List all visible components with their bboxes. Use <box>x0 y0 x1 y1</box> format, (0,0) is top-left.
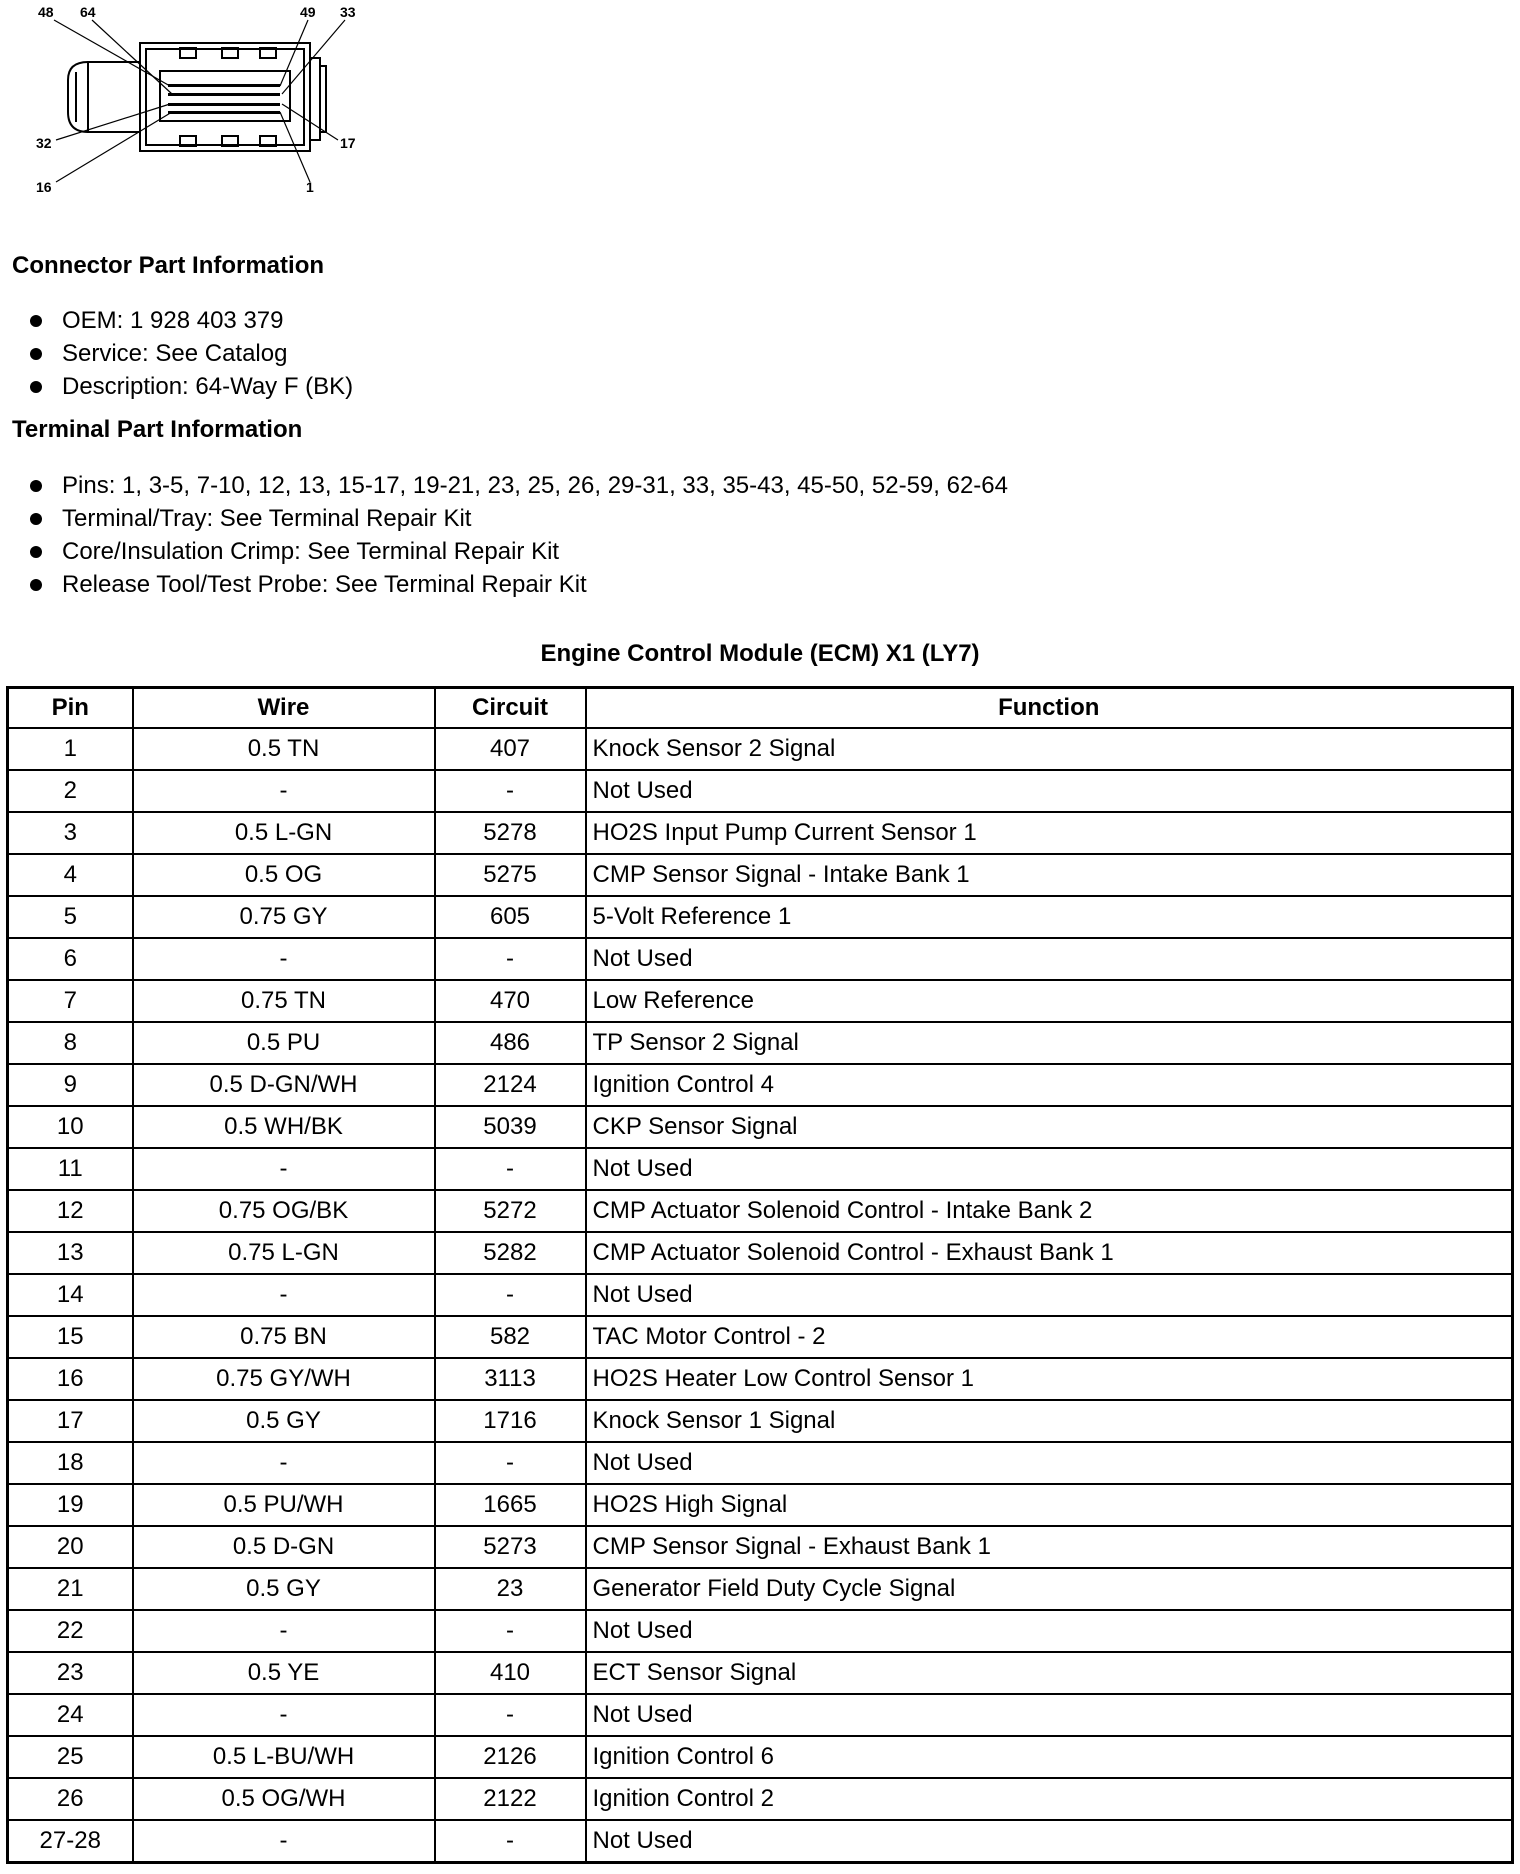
wire-cell: - <box>133 1274 435 1316</box>
function-cell: CMP Actuator Solenoid Control - Intake Bank 2 <box>586 1190 1513 1232</box>
pin-cell: 17 <box>8 1400 133 1442</box>
circuit-cell: - <box>435 1274 586 1316</box>
pin-cell: 4 <box>8 854 133 896</box>
pin-cell: 23 <box>8 1652 133 1694</box>
wire-cell: - <box>133 770 435 812</box>
table-row <box>8 1274 1513 1316</box>
pin-cell: 8 <box>8 1022 133 1064</box>
function-cell: Ignition Control 6 <box>586 1736 1513 1778</box>
pin-cell: 25 <box>8 1736 133 1778</box>
callout-16: 16 <box>36 179 52 195</box>
pin-cell: 24 <box>8 1694 133 1736</box>
function-cell: Knock Sensor 1 Signal <box>586 1400 1513 1442</box>
terminal-info-list <box>30 469 1008 601</box>
table-body <box>8 728 1513 1863</box>
circuit-cell: - <box>435 1820 586 1863</box>
function-cell: Knock Sensor 2 Signal <box>586 728 1513 770</box>
wire-cell: 0.5 L-GN <box>133 812 435 854</box>
table-row <box>8 1358 1513 1400</box>
function-cell: Not Used <box>586 1442 1513 1484</box>
pin-cell: 15 <box>8 1316 133 1358</box>
table-row <box>8 812 1513 854</box>
circuit-cell: 605 <box>435 896 586 938</box>
wire-cell: 0.5 WH/BK <box>133 1106 435 1148</box>
connector-info-list <box>30 304 353 403</box>
table-row <box>8 1442 1513 1484</box>
function-cell: CMP Sensor Signal - Intake Bank 1 <box>586 854 1513 896</box>
function-cell: TP Sensor 2 Signal <box>586 1022 1513 1064</box>
header-circuit: Circuit <box>435 688 586 729</box>
wire-cell: 0.5 D-GN/WH <box>133 1064 435 1106</box>
circuit-cell: 3113 <box>435 1358 586 1400</box>
function-cell: 5-Volt Reference 1 <box>586 896 1513 938</box>
wire-cell: - <box>133 1694 435 1736</box>
wire-cell: 0.75 OG/BK <box>133 1190 435 1232</box>
pin-cell: 9 <box>8 1064 133 1106</box>
circuit-cell: 5278 <box>435 812 586 854</box>
table-header-row <box>8 688 1513 729</box>
table-row <box>8 1400 1513 1442</box>
pin-cell: 19 <box>8 1484 133 1526</box>
function-cell: Not Used <box>586 938 1513 980</box>
pin-cell: 11 <box>8 1148 133 1190</box>
callout-1: 1 <box>306 179 314 195</box>
circuit-cell: - <box>435 1610 586 1652</box>
function-cell: CMP Actuator Solenoid Control - Exhaust Bank 1 <box>586 1232 1513 1274</box>
wire-cell: 0.5 L-BU/WH <box>133 1736 435 1778</box>
table-row <box>8 980 1513 1022</box>
circuit-cell: 5273 <box>435 1526 586 1568</box>
function-cell: HO2S Input Pump Current Sensor 1 <box>586 812 1513 854</box>
circuit-cell: 5275 <box>435 854 586 896</box>
circuit-cell: 582 <box>435 1316 586 1358</box>
wire-cell: - <box>133 1148 435 1190</box>
wire-cell: 0.5 PU <box>133 1022 435 1064</box>
table-row <box>8 1106 1513 1148</box>
circuit-cell: - <box>435 938 586 980</box>
function-cell: CMP Sensor Signal - Exhaust Bank 1 <box>586 1526 1513 1568</box>
table-row <box>8 1064 1513 1106</box>
header-pin: Pin <box>8 688 133 729</box>
callout-33: 33 <box>340 4 356 20</box>
wire-cell: - <box>133 938 435 980</box>
circuit-cell: 5039 <box>435 1106 586 1148</box>
function-cell: HO2S High Signal <box>586 1484 1513 1526</box>
table-row <box>8 854 1513 896</box>
pin-cell: 22 <box>8 1610 133 1652</box>
wire-cell: - <box>133 1820 435 1863</box>
function-cell: Not Used <box>586 1694 1513 1736</box>
callout-leaders <box>54 20 345 182</box>
header-function: Function <box>586 688 1513 729</box>
pin-cell: 14 <box>8 1274 133 1316</box>
table-row <box>8 938 1513 980</box>
function-cell: Not Used <box>586 1610 1513 1652</box>
table-row <box>8 1736 1513 1778</box>
callout-32: 32 <box>36 135 52 151</box>
table-row <box>8 1484 1513 1526</box>
circuit-cell: 5282 <box>435 1232 586 1274</box>
table-row <box>8 1148 1513 1190</box>
wire-cell: 0.5 PU/WH <box>133 1484 435 1526</box>
table-row <box>8 1778 1513 1820</box>
wire-cell: 0.5 GY <box>133 1400 435 1442</box>
pin-cell: 5 <box>8 896 133 938</box>
function-cell: Not Used <box>586 770 1513 812</box>
table-title: Engine Control Module (ECM) X1 (LY7) <box>540 640 980 667</box>
circuit-cell: 407 <box>435 728 586 770</box>
table-row <box>8 1652 1513 1694</box>
pin-cell: 10 <box>8 1106 133 1148</box>
pinout-table <box>6 686 1514 1864</box>
function-cell: TAC Motor Control - 2 <box>586 1316 1513 1358</box>
circuit-cell: 2126 <box>435 1736 586 1778</box>
pin-cell: 26 <box>8 1778 133 1820</box>
function-cell: ECT Sensor Signal <box>586 1652 1513 1694</box>
circuit-cell: 2124 <box>435 1064 586 1106</box>
wire-cell: 0.75 TN <box>133 980 435 1022</box>
circuit-cell: 5272 <box>435 1190 586 1232</box>
circuit-cell: 2122 <box>435 1778 586 1820</box>
circuit-cell: 470 <box>435 980 586 1022</box>
callout-48: 48 <box>38 4 54 20</box>
pin-cell: 1 <box>8 728 133 770</box>
function-cell: Not Used <box>586 1148 1513 1190</box>
list-item: Pins: 1, 3-5, 7-10, 12, 13, 15-17, 19-21, 23, 25, 26, 29-31, 33, 35-43, 45-50, 52-59, 62-64 <box>30 469 1008 502</box>
circuit-cell: 486 <box>435 1022 586 1064</box>
pin-cell: 7 <box>8 980 133 1022</box>
terminal-info-title: Terminal Part Information <box>12 416 303 443</box>
function-cell: Ignition Control 4 <box>586 1064 1513 1106</box>
list-item: Service: See Catalog <box>30 337 353 370</box>
function-cell: Ignition Control 2 <box>586 1778 1513 1820</box>
circuit-cell: 23 <box>435 1568 586 1610</box>
circuit-cell: - <box>435 1442 586 1484</box>
wire-cell: 0.5 TN <box>133 728 435 770</box>
list-item: Release Tool/Test Probe: See Terminal Repair Kit <box>30 568 1008 601</box>
table-row <box>8 728 1513 770</box>
pin-cell: 12 <box>8 1190 133 1232</box>
function-cell: Low Reference <box>586 980 1513 1022</box>
pin-cell: 3 <box>8 812 133 854</box>
connector-diagram <box>0 0 400 210</box>
function-cell: Not Used <box>586 1274 1513 1316</box>
table-row <box>8 1610 1513 1652</box>
table-row <box>8 1022 1513 1064</box>
pin-cell: 20 <box>8 1526 133 1568</box>
callout-17: 17 <box>340 135 356 151</box>
pin-cell: 6 <box>8 938 133 980</box>
circuit-cell: 410 <box>435 1652 586 1694</box>
table-row <box>8 1316 1513 1358</box>
function-cell: CKP Sensor Signal <box>586 1106 1513 1148</box>
function-cell: Not Used <box>586 1820 1513 1863</box>
circuit-cell: 1665 <box>435 1484 586 1526</box>
pin-cell: 18 <box>8 1442 133 1484</box>
pin-cell: 13 <box>8 1232 133 1274</box>
pin-cell: 16 <box>8 1358 133 1400</box>
connector-pins <box>168 84 280 114</box>
list-item: Description: 64-Way F (BK) <box>30 370 353 403</box>
wire-cell: 0.5 D-GN <box>133 1526 435 1568</box>
pin-cell: 21 <box>8 1568 133 1610</box>
table-row <box>8 1694 1513 1736</box>
header-wire: Wire <box>133 688 435 729</box>
table-row <box>8 1526 1513 1568</box>
circuit-cell: 1716 <box>435 1400 586 1442</box>
wire-cell: 0.5 OG/WH <box>133 1778 435 1820</box>
circuit-cell: - <box>435 1694 586 1736</box>
connector-info-title: Connector Part Information <box>12 252 325 279</box>
wire-cell: 0.5 YE <box>133 1652 435 1694</box>
circuit-cell: - <box>435 1148 586 1190</box>
function-cell: Generator Field Duty Cycle Signal <box>586 1568 1513 1610</box>
circuit-cell: - <box>435 770 586 812</box>
wire-cell: - <box>133 1442 435 1484</box>
wire-cell: 0.75 L-GN <box>133 1232 435 1274</box>
table-row <box>8 1190 1513 1232</box>
table-row <box>8 1820 1513 1863</box>
wire-cell: - <box>133 1610 435 1652</box>
table-row <box>8 1568 1513 1610</box>
wire-cell: 0.75 BN <box>133 1316 435 1358</box>
list-item: OEM: 1 928 403 379 <box>30 304 353 337</box>
wire-cell: 0.5 OG <box>133 854 435 896</box>
wire-cell: 0.5 GY <box>133 1568 435 1610</box>
wire-cell: 0.75 GY <box>133 896 435 938</box>
function-cell: HO2S Heater Low Control Sensor 1 <box>586 1358 1513 1400</box>
callout-64: 64 <box>80 4 96 20</box>
table-row <box>8 1232 1513 1274</box>
connector-housing <box>68 43 326 151</box>
wire-cell: 0.75 GY/WH <box>133 1358 435 1400</box>
table-row <box>8 770 1513 812</box>
list-item: Core/Insulation Crimp: See Terminal Repair Kit <box>30 535 1008 568</box>
table-row <box>8 896 1513 938</box>
callout-49: 49 <box>300 4 316 20</box>
pin-cell: 27-28 <box>8 1820 133 1863</box>
pin-cell: 2 <box>8 770 133 812</box>
list-item: Terminal/Tray: See Terminal Repair Kit <box>30 502 1008 535</box>
